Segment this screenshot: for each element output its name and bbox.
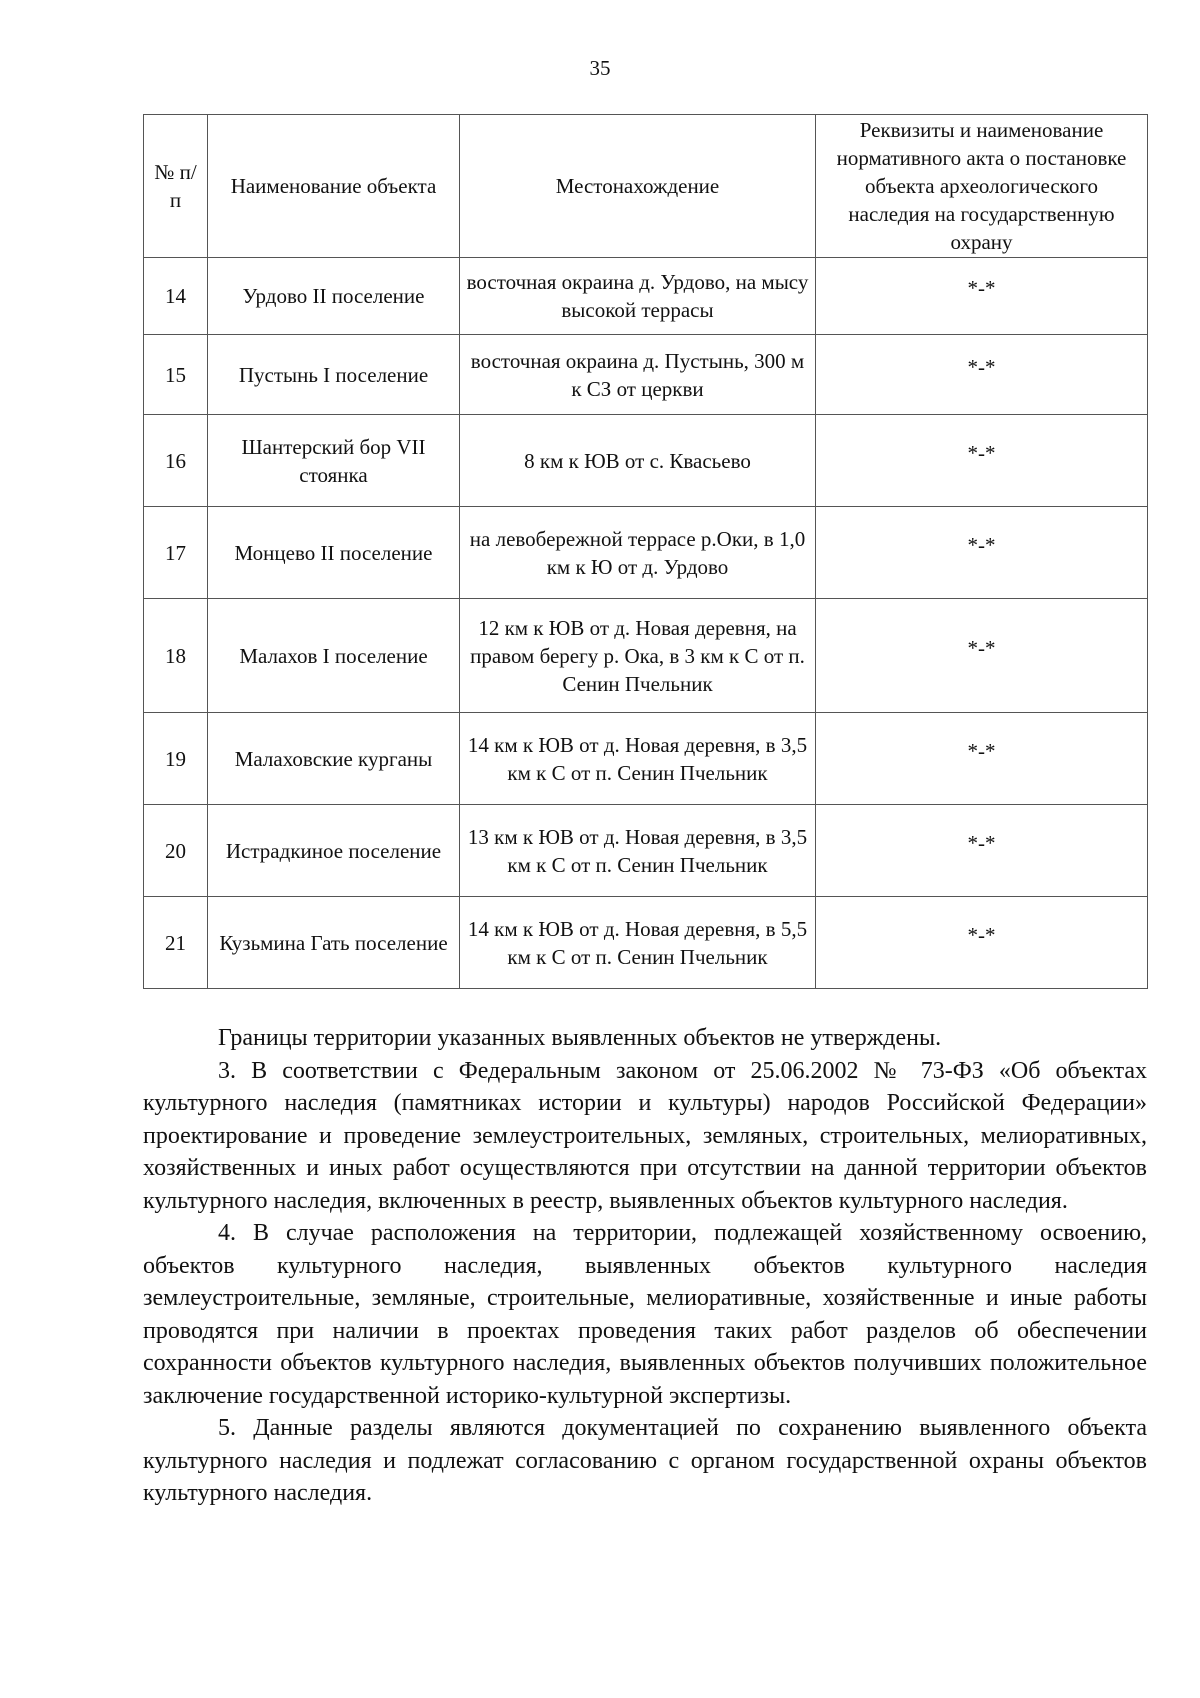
cell-requisites [816,805,1148,897]
cell-location: восточная окраина д. Урдово, на мысу высокой террасы [460,258,816,335]
page-number: 35 [589,56,611,80]
cell-requisites [816,713,1148,805]
cell-requisites [816,415,1148,507]
paragraph-4: 4. В случае расположения на территории, подлежащей хозяйственному освоению, объектов культурного наследия, выявленных объектов культурного наследия землеустроительные, земляные, строительные, мелиоративные, хозяйственные и иные работы проводятся при наличии в проектах проведения таких работ разделов об обеспечении сохранности объектов культурного наследия, выявленных объектов получивших положительное заключение государственной историко-культурной экспертизы. [143,1220,1147,1409]
cell-name: Истрадкиное поселение [208,805,460,897]
table-row [144,805,1148,897]
cell-name: Малаховские курганы [208,713,460,805]
cell-num: 21 [144,897,208,989]
paragraph-boundaries: Границы территории указанных выявленных объектов не утверждены. [218,1025,942,1051]
cell-num: 20 [144,805,208,897]
table-header-row [144,115,1148,258]
table-row [144,713,1148,805]
requisites-mark: *-* [967,830,996,855]
cell-name: Монцево II поселение [208,507,460,599]
requisites-mark: *-* [967,922,996,947]
table-row [144,335,1148,415]
header-name: Наименование объекта [208,115,460,258]
cell-requisites [816,507,1148,599]
cell-location: на левобережной террасе р.Оки, в 1,0 км к Ю от д. Урдово [460,507,816,599]
table-row [144,507,1148,599]
requisites-mark: *-* [967,738,996,763]
cell-num: 18 [144,599,208,713]
requisites-mark: *-* [967,276,996,300]
requisites-mark: *-* [967,635,996,660]
requisites-mark: *-* [967,532,996,557]
body-text [143,1022,1147,1510]
cell-requisites [816,897,1148,989]
cell-num: 17 [144,507,208,599]
paragraph-5: 5. Данные разделы являются документацией по сохранению выявленного объекта культурного наследия и подлежат согласованию с органом государственной охраны объектов культурного наследия. [143,1415,1147,1506]
cell-num: 19 [144,713,208,805]
cell-num: 14 [144,258,208,335]
cell-name: Кузьмина Гать поселение [208,897,460,989]
table-row [144,415,1148,507]
header-location: Местонахождение [460,115,816,258]
cell-location: 14 км к ЮВ от д. Новая деревня, в 5,5 км к С от п. Сенин Пчельник [460,897,816,989]
cell-name: Шантерский бор VII стоянка [208,415,460,507]
cell-requisites [816,335,1148,415]
cell-name: Урдово II поселение [208,258,460,335]
requisites-mark: *-* [967,354,996,379]
cell-location: 8 км к ЮВ от с. Квасьево [460,415,816,507]
cell-num: 16 [144,415,208,507]
cell-requisites [816,599,1148,713]
header-num: № п/п [144,115,208,258]
cell-name: Малахов I поселение [208,599,460,713]
cell-location: 13 км к ЮВ от д. Новая деревня, в 3,5 км к С от п. Сенин Пчельник [460,805,816,897]
cell-location: 14 км к ЮВ от д. Новая деревня, в 3,5 км к С от п. Сенин Пчельник [460,713,816,805]
cell-name: Пустынь I поселение [208,335,460,415]
cell-requisites [816,258,1148,335]
paragraph-3: 3. В соответствии с Федеральным законом от 25.06.2002 № 73-ФЗ «Об объектах культурного наследия (памятниках истории и культуры) народов Российской Федерации» проектирование и проведение землеустроительных, земляных, строительных, мелиоративных, хозяйственных и иных работ осуществляются при отсутствии на данной территории объектов культурного наследия, включенных в реестр, выявленных объектов культурного наследия. [143,1057,1147,1214]
cell-num: 15 [144,335,208,415]
heritage-objects-table [143,114,1148,989]
header-requisites: Реквизиты и наименование нормативного акта о постановке объекта археологического наследия на государственную охрану [816,115,1148,258]
table-row [144,897,1148,989]
cell-location: восточная окраина д. Пустынь, 300 м к СЗ от церкви [460,335,816,415]
table-row [144,599,1148,713]
table-row [144,258,1148,335]
requisites-mark: *-* [967,440,996,465]
cell-location: 12 км к ЮВ от д. Новая деревня, на правом берегу р. Ока, в 3 км к С от п. Сенин Пчельник [460,599,816,713]
